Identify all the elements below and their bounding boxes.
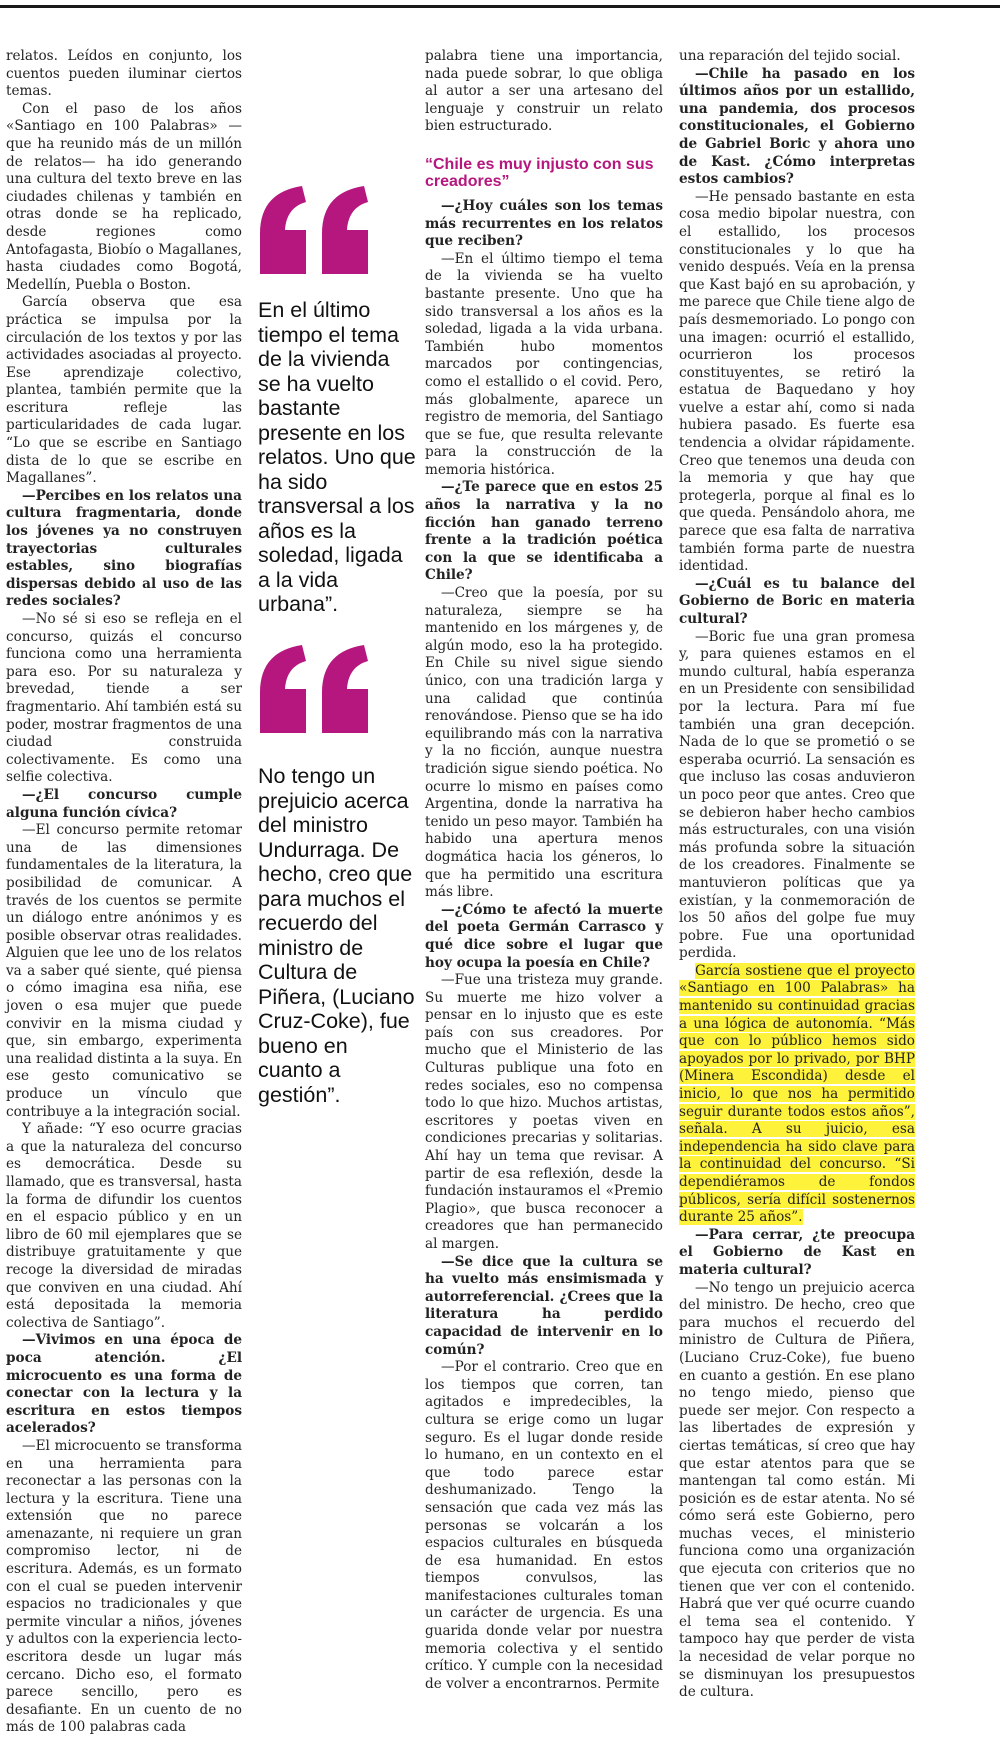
body-paragraph: —Boric fue una gran promesa y, para quienes estamos en el mundo cultural, había esperanza en un Presidente con sensibilidad por la lectura. Para mí fue también una gran decepción. Nada de lo que se prometió o se esperaba ocurrió. La sensación es que incluso las cosas anduvieron un poco peor que antes. Creo que se debieron haber hecho cambios más estructurales, con una visión más profunda sobre la situación de los creadores. Finalmente se mantuvieron políticas que ya existían, y la conmemoración de los 50 años del golpe fue muy pobre. Fue una oportunidad perdida. [679, 628, 915, 962]
body-paragraph: —No tengo un prejuicio acerca del ministro. De hecho, creo que para muchos el recuerdo del ministro de Cultura de Piñera, (Luciano Cruz-Coke), fue bueno en cuanto a gestión. En ese plano no tengo miedo, pienso que puede ser mejor. Con respecto a las libertades de expresión y ciertas temáticas, sí creo que hay que estar atentos para que se mantengan tal como están. Mi posición es de estar atenta. No sé cómo será este Gobierno, pero muchas veces, el ministerio funciona como una organización que ejecuta con criterios que no tienen que ver con el contenido. Habrá que ver qué ocurre cuando el tema sea el contenido. Y tampoco hay que perder de vista la necesidad de velar porque no se disminuyan los presupuestos de cultura. [679, 1279, 915, 1701]
interview-question: —Se dice que la cultura se ha vuelto más ensimismada y autorreferencial. ¿Crees que la literatura ha perdido capacidad de intervenir en lo común? [425, 1253, 663, 1358]
top-rule [0, 5, 1000, 8]
quote-mark-icon [256, 645, 376, 733]
interview-question: —¿Te parece que en estos 25 años la narrativa y la no ficción han ganado terreno frente a la tradición poética con la que se identificaba a Chile? [425, 479, 663, 584]
body-paragraph: —He pensado bastante en esta cosa medio bipolar nuestra, con el estallido, los procesos constitucionales y lo que ha venido después. Veía en la prensa que Kast bajó en su aprobación, y me parece que Chile tiene algo de país desmemoriado. Lo pongo con una imagen: ocurrió el estallido, ocurrieron los procesos constituyentes, se retiró la estatua de Baquedano y hoy vuelve a estar ahí, como si nada hubiera pasado. Es fuerte esa tendencia a olvidar rápidamente. Creo que tenemos una deuda con la memoria y que hay que protegerla, porque al final es lo que queda. Pensándolo ahora, me parece que esa falta de narrativa también forma parte de nuestra identidad. [679, 188, 916, 575]
body-paragraph: —El concurso permite retomar una de las dimensiones fundamentales de la literatura, la posibilidad de comunicar. A través de los cuentos se permite un diálogo entre anónimos y es posible observar otras realidades. Alguien que lee uno de los relatos va a saber qué siente, qué piensa o cómo imagina esa niña, ese joven o esa mujer que puede convivir en la misma ciudad y que, sin embargo, experimenta una realidad distinta a la suya. En ese gesto comunicativo se produce un vínculo que contribuye a la integración social. [6, 822, 242, 1120]
interview-question: —¿El concurso cumple alguna función cívica? [6, 786, 242, 821]
column-1 [6, 48, 242, 1737]
body-paragraph: —Creo que la poesía, por su naturaleza, siempre se ha mantenido en los márgenes y, de algún modo, eso la ha protegido. En Chile su nivel sigue siendo único, con una tradición larga y una calidad que continúa renovándose. Pienso que se ha ido equilibrando más con la narrativa y la no ficción, aunque nuestra tradición sigue siendo poética. No ocurre lo mismo en países como Argentina, donde la narrativa ha tenido un peso mayor. También ha habido una apertura menos dogmática hacia los géneros, lo que ha permitido una escritura más libre. [425, 585, 663, 901]
body-paragraph: —El microcuento se transforma en una herramienta para reconectar a las personas con la lectura y la escritura. Tiene una extensión que no parece amenazante, ni requiere un gran compromiso lector, ni de escritura. Además, es un formato con el cual se pueden intervenir espacios no tradicionales y que permite vincular a niños, jóvenes y adultos con la experiencia lecto-escritora desde un lugar más cercano. Dicho eso, el formato parece sencillo, pero es desafiante. En un cuento de no más de 100 palabras cada [6, 1437, 242, 1736]
highlighted-paragraph: García sostiene que el proyecto «Santiago en 100 Palabras» ha mantenido su continuidad gracias a una lógica de autonomía. “Más que con lo público hemos sido apoyados por lo privado, por BHP (Minera Escondida) desde el inicio, lo que nos ha permitido seguir durante todos estos años”, señala. A su juicio, esa independencia ha sido clave para la continuidad del concurso. “Si dependiéramos de fondos públicos, sería difícil sostenernos durante 25 años”. [679, 962, 915, 1226]
body-paragraph: —En el último tiempo el tema de la vivienda se ha vuelto bastante presente. Uno que ha sido transversal a los años es la soledad, ligada a la vida urbana. También hubo momentos marcados por contingencias, como el estallido o el covid. Pero, más globalmente, aparece un registro de memoria, del Santiago que se fue, que resulta relevante para la construcción de la memoria histórica. [425, 250, 663, 478]
pull-quote-1: En el último tiempo el tema de la vivienda se ha vuelto bastante presente en los relatos. Uno que ha sido transversal a los años es la soledad, ligada a la vida urbana”. [258, 298, 416, 616]
interview-question: —¿Cómo te afectó la muerte del poeta Germán Carrasco y qué dice sobre el lugar que hoy ocupa la poesía en Chile? [425, 901, 663, 971]
pull-quote-2: No tengo un prejuicio acerca del ministro Undurraga. De hecho, creo que para muchos el recuerdo del ministro de Cultura de Piñera, (Luciano Cruz-Coke), fue bueno en cuanto a gestión”. [258, 764, 415, 1107]
body-paragraph: palabra tiene una importancia, nada puede sobrar, lo que obliga al autor a ser una artesano del lenguaje y construir un relato bien estructurado. [425, 48, 663, 135]
interview-question: —Vivimos en una época de poca atención. ¿El microcuento es una forma de conectar con la lectura y la escritura en estos tiempos acelerados? [6, 1332, 242, 1437]
interview-question: —¿Hoy cuáles son los temas más recurrentes en los relatos que reciben? [425, 197, 663, 250]
body-paragraph: García observa que esa práctica se impulsa por la circulación de los textos y por las actividades asociadas al proyecto. Ese aprendizaje colectivo, plantea, también permite que la escritura refleje las particularidades de cada lugar. “Lo que se escribe en Santiago dista de lo que se escribe en Magallanes”. [6, 294, 242, 487]
interview-question: —Para cerrar, ¿te preocupa el Gobierno de Kast en materia cultural? [679, 1226, 915, 1278]
section-subheading: “Chile es muy injusto con sus creadores” [425, 155, 654, 190]
body-paragraph: Con el paso de los años «Santiago en 100 Palabras» —que ha reunido más de un millón de relatos— ha ido generando una cultura del texto breve en las ciudades chilenas y también en otras donde se ha replicado, desde regiones como Antofagasta, Biobío o Magallanes, hasta ciudades como Bogotá, Medellín, Puebla o Boston. [6, 100, 242, 293]
column-4 [679, 48, 915, 1702]
body-paragraph: una reparación del tejido social. [679, 48, 901, 64]
interview-question: —¿Cuál es tu balance del Gobierno de Boric en materia cultural? [679, 575, 915, 627]
body-paragraph: relatos. Leídos en conjunto, los cuentos pueden iluminar ciertos temas. [6, 48, 242, 100]
interview-question: —Chile ha pasado en los últimos años por un estallido, una pandemia, dos procesos constitucionales, el Gobierno de Gabriel Boric y ahora uno de Kast. ¿Cómo interpretas estos cambios? [679, 65, 915, 188]
interview-question: —Percibes en los relatos una cultura fragmentaria, donde los jóvenes ya no construyen trayectorias culturales estables, sino biografías dispersas debido al uso de las redes sociales? [6, 487, 242, 610]
body-paragraph: —No sé si eso se refleja en el concurso, quizás el concurso funciona como una herramienta para eso. Por su naturaleza y brevedad, tiende a ser fragmentario. Ahí también está su poder, mostrar fragmentos de una ciudad construida colectivamente. Es como una selfie colectiva. [6, 611, 242, 786]
column-3 [425, 48, 663, 1693]
body-paragraph: —Por el contrario. Creo que en los tiempos que corren, tan agitados e impredecibles, la cultura se erige como un lugar seguro. Es el lugar donde reside lo humano, en un contexto en el que todo parece estar deshumanizado. Tengo la sensación que cada vez más las personas se volcarán a los espacios culturales en búsqueda de esa humanidad. En estos tiempos convulsos, las manifestaciones culturales toman un carácter de urgencia. Es una guarida donde velar por nuestra memoria colectiva y el sentido crítico. Y cumple con la necesidad de volver a encontrarnos. Permite [425, 1359, 663, 1692]
quote-mark-icon [256, 186, 376, 274]
body-paragraph: Y añade: “Y eso ocurre gracias a que la naturaleza del concurso es democrática. Desde su llamado, que es transversal, hasta la forma de difundir los cuentos en el espacio público y en un libro de 60 mil ejemplares que se distribuye gratuitamente y que recoge la diversidad de miradas que conviven en una ciudad. Ahí está depositada la memoria colectiva de Santiago”. [6, 1121, 242, 1331]
body-paragraph: —Fue una tristeza muy grande. Su muerte me hizo volver a pensar en lo injusto que es este país con sus creadores. Por mucho que el Ministerio de las Culturas publique una foto en redes sociales, eso no compensa todo lo que hizo. Muchos artistas, escritores y poetas viven en condiciones precarias y solitarias. Ahí hay un tema que revisar. A partir de esa reflexión, desde la fundación instauramos el «Premio Plagio», que busca reconocer a creadores que han permanecido al margen. [425, 972, 663, 1252]
